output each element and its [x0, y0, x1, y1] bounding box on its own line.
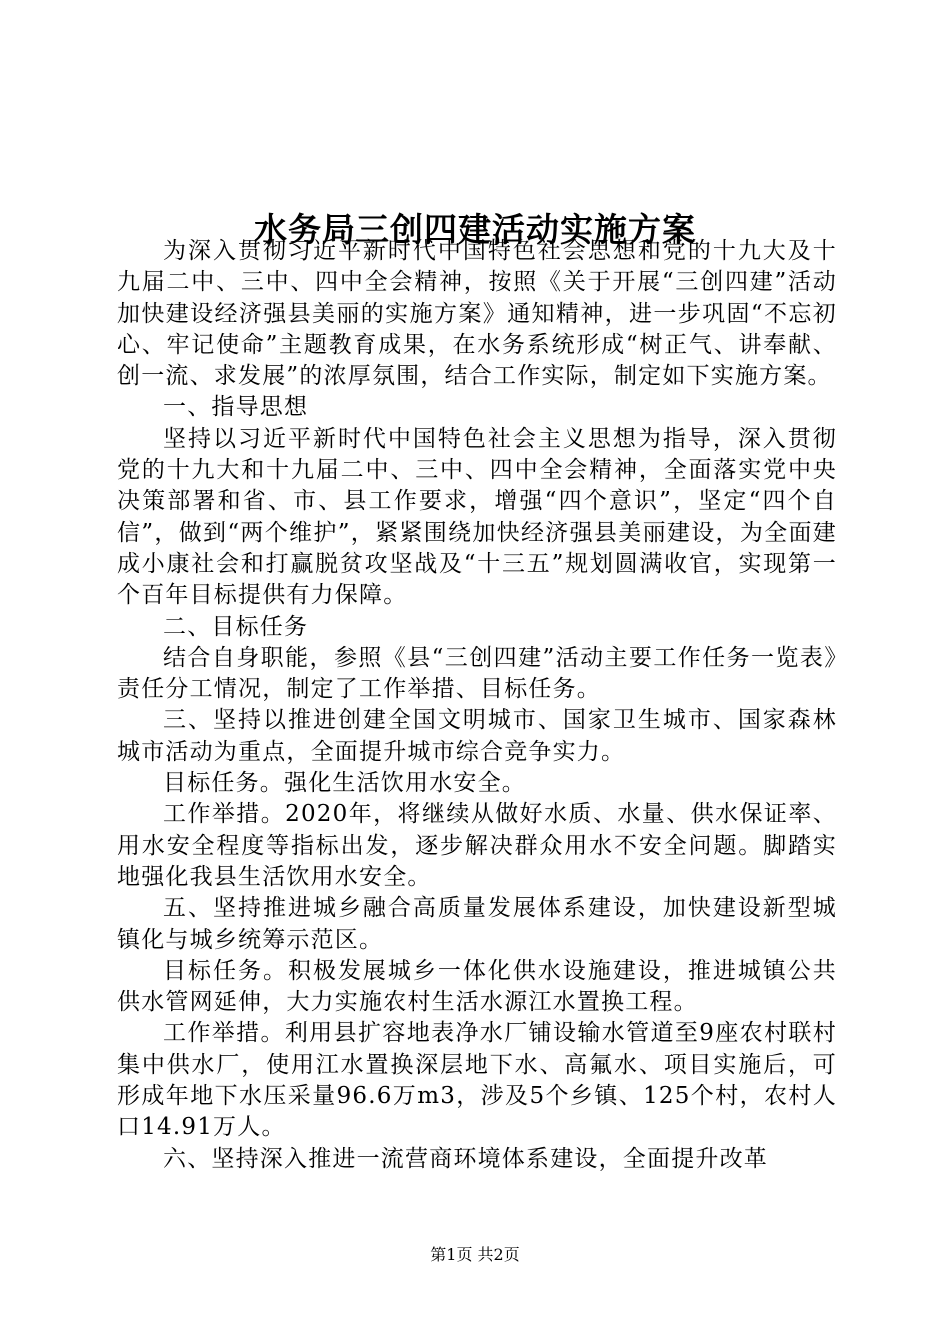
heading-objectives: 二、目标任务: [163, 613, 309, 640]
page-footer: 第1页 共2页: [430, 1245, 520, 1264]
paragraph-objectives: 结合自身职能，参照《县“三创四建”活动主要工作任务一览表》责任分工情况，制定了工作举措、目标任务。: [117, 644, 837, 703]
heading-section-six: 六、坚持深入推进一流营商环境体系建设，全面提升改革: [163, 1145, 768, 1172]
document-body: [117, 236, 837, 1175]
paragraph-guiding-ideology: 坚持以习近平新时代中国特色社会主义思想为指导，深入贯彻党的十九大和十九届二中、三中、四中全会精神，全面落实党中央决策部署和省、市、县工作要求，增强“四个意识”，坚定“四个自信”，做到“两个维护”，紧紧围绕加快经济强县美丽建设，为全面建成小康社会和打赢脱贫攻坚战及“十三五”规划圆满收官，实现第一个百年目标提供有力保障。: [117, 425, 837, 609]
heading-section-five: 五、坚持推进城乡融合高质量发展体系建设，加快建设新型城镇化与城乡统筹示范区。: [117, 895, 837, 953]
document-title: 水务局三创四建活动实施方案: [254, 210, 696, 250]
heading-section-three: 三、坚持以推进创建全国文明城市、国家卫生城市、国家森林城市活动为重点，全面提升城市综合竞争实力。: [117, 707, 837, 765]
paragraph-target-task: 目标任务。强化生活饮用水安全。: [163, 770, 526, 797]
paragraph-work-measures: 工作举措。2020年，将继续从做好水质、水量、供水保证率、用水安全程度等指标出发，逐步解决群众用水不安全问题。脚踏实地强化我县生活饮用水安全。: [117, 801, 837, 890]
paragraph-work-measures-2: 工作举措。利用县扩容地表净水厂铺设输水管道至9座农村联村集中供水厂，使用江水置换深层地下水、高氟水、项目实施后，可形成年地下水压采量96.6万m3，涉及5个乡镇、125个村，农村人口14.91万人。: [117, 1020, 837, 1141]
heading-guiding-ideology: 一、指导思想: [163, 394, 309, 421]
paragraph-target-task-2: 目标任务。积极发展城乡一体化供水设施建设，推进城镇公共供水管网延伸，大力实施农村生活水源江水置换工程。: [117, 957, 837, 1016]
paragraph-intro: 为深入贯彻习近平新时代中国特色社会思想和党的十九大及十九届二中、三中、四中全会精神，按照《关于开展“三创四建”活动加快建设经济强县美丽的实施方案》通知精神，进一步巩固“不忘初心、牢记使命”主题教育成果，在水务系统形成“树正气、讲奉献、创一流、求发展”的浓厚氛围，结合工作实际，制定如下实施方案。: [117, 238, 837, 390]
